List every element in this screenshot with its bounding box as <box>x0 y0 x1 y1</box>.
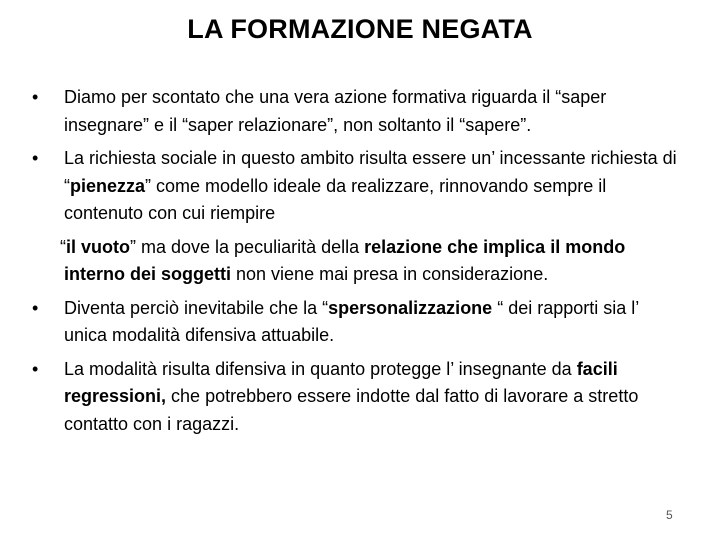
slide-title: LA FORMAZIONE NEGATA <box>187 14 533 44</box>
bullet-dot: • <box>32 148 39 168</box>
bullet-dot: • <box>32 358 39 379</box>
bullet-text: La modalità risulta difensiva in quanto protegge l’ insegnante da <box>64 358 577 379</box>
bullet-item-1 <box>26 84 686 139</box>
bullet-dot: • <box>32 87 39 107</box>
bullet-text: “ dei rapporti sia l’ unica modalità difensiva attuabile. <box>64 297 639 345</box>
slide-body <box>26 84 686 444</box>
bullet-item-4 <box>26 356 686 439</box>
page-number: 5 <box>666 508 673 522</box>
bold-text-il-vuoto: il vuoto <box>66 236 130 257</box>
bold-text-pienezza: pienezza <box>70 175 146 196</box>
bullet-text: ” come modello ideale da realizzare, rinnovando sempre il contenuto con cui riempire <box>64 175 607 223</box>
bold-text-facili-regressioni: facili regressioni, <box>64 358 618 406</box>
bullet-text: che potrebbero essere indotte dal fatto di lavorare a stretto contatto con i ragazzi. <box>64 386 639 434</box>
bullet-dot: • <box>32 297 39 318</box>
continuation-text: “ <box>60 236 66 257</box>
bold-text-relazione: relazione che implica il mondo interno dei soggetti <box>64 236 626 284</box>
bullet-text: Diamo per scontato che una vera azione formativa riguarda il “saper insegnare” e il “saper relazionare”, non soltanto il “sapere”. <box>64 87 607 135</box>
bullet-item-3 <box>26 295 686 350</box>
bullet-text: La richiesta sociale in questo ambito risulta essere un’ incessante richiesta di “ <box>64 148 677 196</box>
bullet-continuation <box>26 234 686 289</box>
continuation-text: ” ma dove la peculiarità della <box>130 236 365 257</box>
bullet-item-2 <box>26 145 686 228</box>
bullet-text: Diventa perciò inevitabile che la “ <box>64 297 329 318</box>
continuation-text: non viene mai presa in considerazione. <box>231 264 549 284</box>
bold-text-spersonalizzazione: spersonalizzazione <box>328 297 493 318</box>
